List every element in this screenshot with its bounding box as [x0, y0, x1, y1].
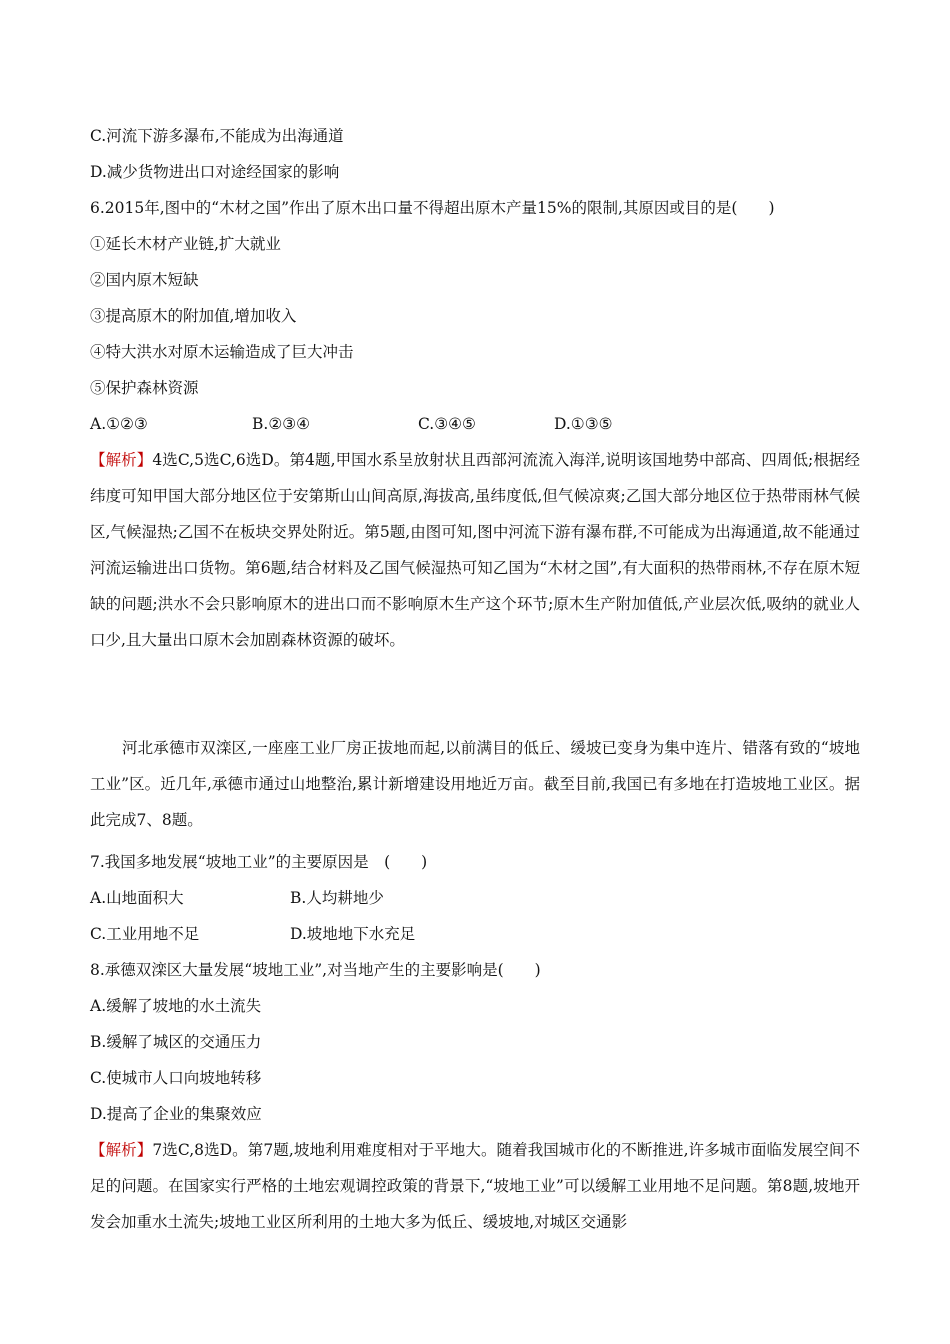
- q6-item-2: ②国内原木短缺: [90, 271, 199, 289]
- analysis-tag: 【解析】: [90, 451, 153, 469]
- analysis-text-2: 7选C,8选D。第7题,坡地利用难度相对于平地大。随着我国城市化的不断推进,许多城市面临发展空间不足的问题。在国家实行严格的土地宏观调控政策的背景下,“坡地工业”可以缓解工业用地不足问题。第8题,坡地开发会加重水土流失;坡地工业区所利用的土地大多为低丘、缓坡地,对城区交通影: [90, 1141, 860, 1231]
- q7-choice-b: B.人均耕地少: [290, 889, 384, 907]
- q8-option-a: A.缓解了坡地的水土流失: [90, 997, 262, 1015]
- analysis-7-8: [90, 1132, 860, 1240]
- q6-item-5: ⑤保护森林资源: [90, 379, 199, 397]
- q8-option-c: C.使城市人口向坡地转移: [90, 1069, 262, 1087]
- q7-choices-row-1: [90, 888, 384, 908]
- q7-choices-row-2: [90, 924, 415, 944]
- q6-item-3: ③提高原木的附加值,增加收入: [90, 307, 297, 325]
- q8-option-d: D.提高了企业的集聚效应: [90, 1105, 262, 1123]
- analysis-4-6: [90, 442, 860, 658]
- q7-choice-a: A.山地面积大: [90, 889, 184, 907]
- q6-choice-d: D.①③⑤: [554, 415, 613, 433]
- q6-item-4: ④特大洪水对原木运输造成了巨大冲击: [90, 343, 354, 361]
- q6-choice-a: A.①②③: [90, 415, 148, 433]
- q8-stem: 8.承德双滦区大量发展“坡地工业”,对当地产生的主要影响是( ): [90, 961, 541, 979]
- q6-item-1: ①延长木材产业链,扩大就业: [90, 235, 281, 253]
- q8-option-b: B.缓解了城区的交通压力: [90, 1033, 262, 1051]
- q5-option-c: C.河流下游多瀑布,不能成为出海通道: [90, 127, 344, 145]
- q6-choices: [90, 414, 613, 434]
- q5-option-d: D.减少货物进出口对途经国家的影响: [90, 163, 340, 181]
- analysis-tag-2: 【解析】: [90, 1141, 153, 1159]
- q6-stem: 6.2015年,图中的“木材之国”作出了原木出口量不得超出原木产量15%的限制,其原因或目的是( ): [90, 199, 775, 217]
- q7-choice-d: D.坡地地下水充足: [290, 925, 416, 943]
- material-paragraph: 河北承德市双滦区,一座座工业厂房正拔地而起,以前满目的低丘、缓坡已变身为集中连片、错落有致的“坡地工业”区。近几年,承德市通过山地整治,累计新增建设用地近万亩。截至目前,我国已有多地在打造坡地工业区。据此完成7、8题。: [90, 739, 860, 829]
- q7-choice-c: C.工业用地不足: [90, 925, 200, 943]
- q7-stem: 7.我国多地发展“坡地工业”的主要原因是 ( ): [90, 853, 428, 871]
- q6-choice-c: C.③④⑤: [418, 415, 476, 433]
- q6-choice-b: B.②③④: [252, 415, 311, 433]
- analysis-text: 4选C,5选C,6选D。第4题,甲国水系呈放射状且西部河流流入海洋,说明该国地势中部高、四周低;根据经纬度可知甲国大部分地区位于安第斯山山间高原,海拔高,虽纬度低,但气候凉爽;乙国大部分地区位于热带雨林气候区,气候湿热;乙国不在板块交界处附近。第5题,由图可知,图中河流下游有瀑布群,不可能成为出海通道,故不能通过河流运输进出口货物。第6题,结合材料及乙国气候湿热可知乙国为“木材之国”,有大面积的热带雨林,不存在原木短缺的问题;洪水不会只影响原木的进出口而不影响原木生产这个环节;原木生产附加值低,产业层次低,吸纳的就业人口少,且大量出口原木会加剧森林资源的破坏。: [90, 451, 860, 649]
